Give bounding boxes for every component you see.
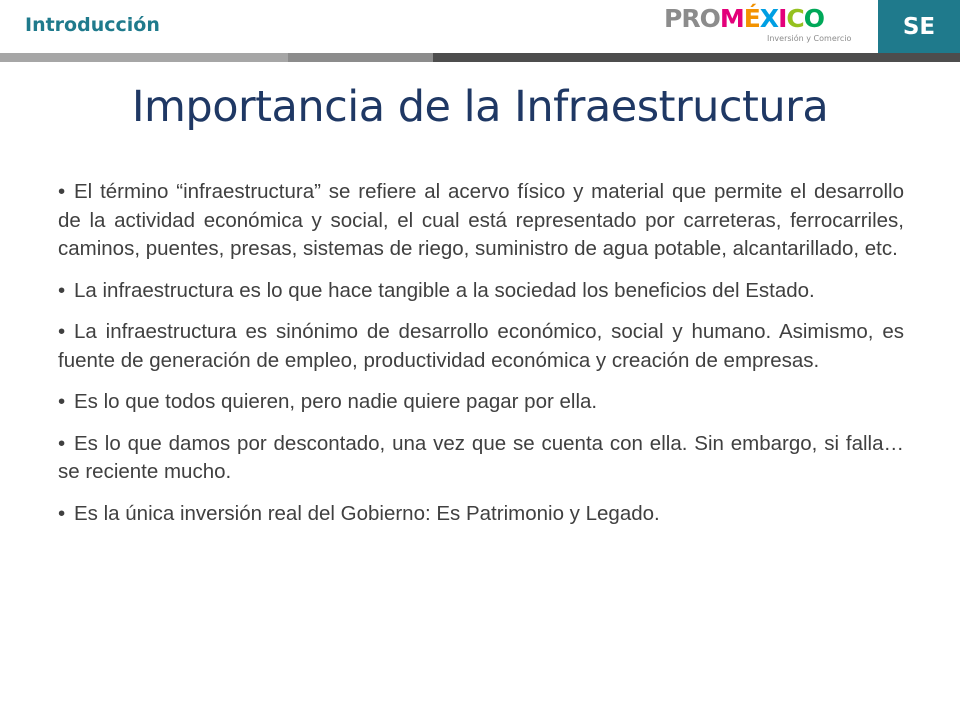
logo-letter-e: É <box>743 4 760 33</box>
bullet-item <box>58 388 904 417</box>
logo-pro-text: PRO <box>664 4 720 33</box>
bullet-item <box>58 318 904 375</box>
header-stripe-dark <box>433 53 960 62</box>
bullet-text: La infraestructura es sinónimo de desarrollo económico, social y humano. Asimismo, es fuente de generación de empleo, productividad económica y creación de empresas. <box>58 320 904 372</box>
bullet-item <box>58 277 904 306</box>
bullet-text: Es la única inversión real del Gobierno: Es Patrimonio y Legado. <box>74 501 660 525</box>
logo-letter-o: O <box>803 4 825 33</box>
logo-letter-m: M <box>719 4 744 33</box>
logo-tagline: Inversión y Comercio <box>767 34 852 43</box>
slide-title: Importancia de la Infraestructura <box>131 82 829 132</box>
header-stripe-light <box>0 53 288 62</box>
bullet-item <box>58 178 904 264</box>
promexico-logo <box>664 5 864 53</box>
bullet-text: Es lo que todos quieren, pero nadie quiere pagar por ella. <box>74 390 598 413</box>
bullet-dot-icon: • <box>58 501 66 525</box>
bullet-item <box>58 500 904 529</box>
se-badge: SE <box>878 0 960 53</box>
bullet-list <box>58 178 904 541</box>
bullet-text: La infraestructura es lo que hace tangible a la sociedad los beneficios del Estado. <box>74 278 815 302</box>
bullet-text: El término “infraestructura” se refiere al acervo físico y material que permite el desarrollo de la actividad económica y social, el cual está representado por carreteras, ferrocarriles, caminos, puentes, presas, sistemas de riego, suministro de agua potable, alcantarillado, etc. <box>58 180 904 260</box>
bullet-dot-icon: • <box>58 390 66 413</box>
bullet-text: Es lo que damos por descontado, una vez que se cuenta con ella. Sin embargo, si falla…se reciente mucho. <box>58 431 904 483</box>
logo-letter-x: X <box>759 4 779 33</box>
bullet-dot-icon: • <box>58 320 66 343</box>
header-stripe-mid <box>288 53 433 62</box>
bullet-dot-icon: • <box>58 431 66 455</box>
bullet-dot-icon: • <box>58 278 66 302</box>
logo-letter-c: C <box>786 4 804 33</box>
logo-letter-i: I <box>778 4 787 33</box>
bullet-item <box>58 430 904 487</box>
section-label: Introducción <box>25 14 160 36</box>
bullet-dot-icon: • <box>58 180 66 203</box>
